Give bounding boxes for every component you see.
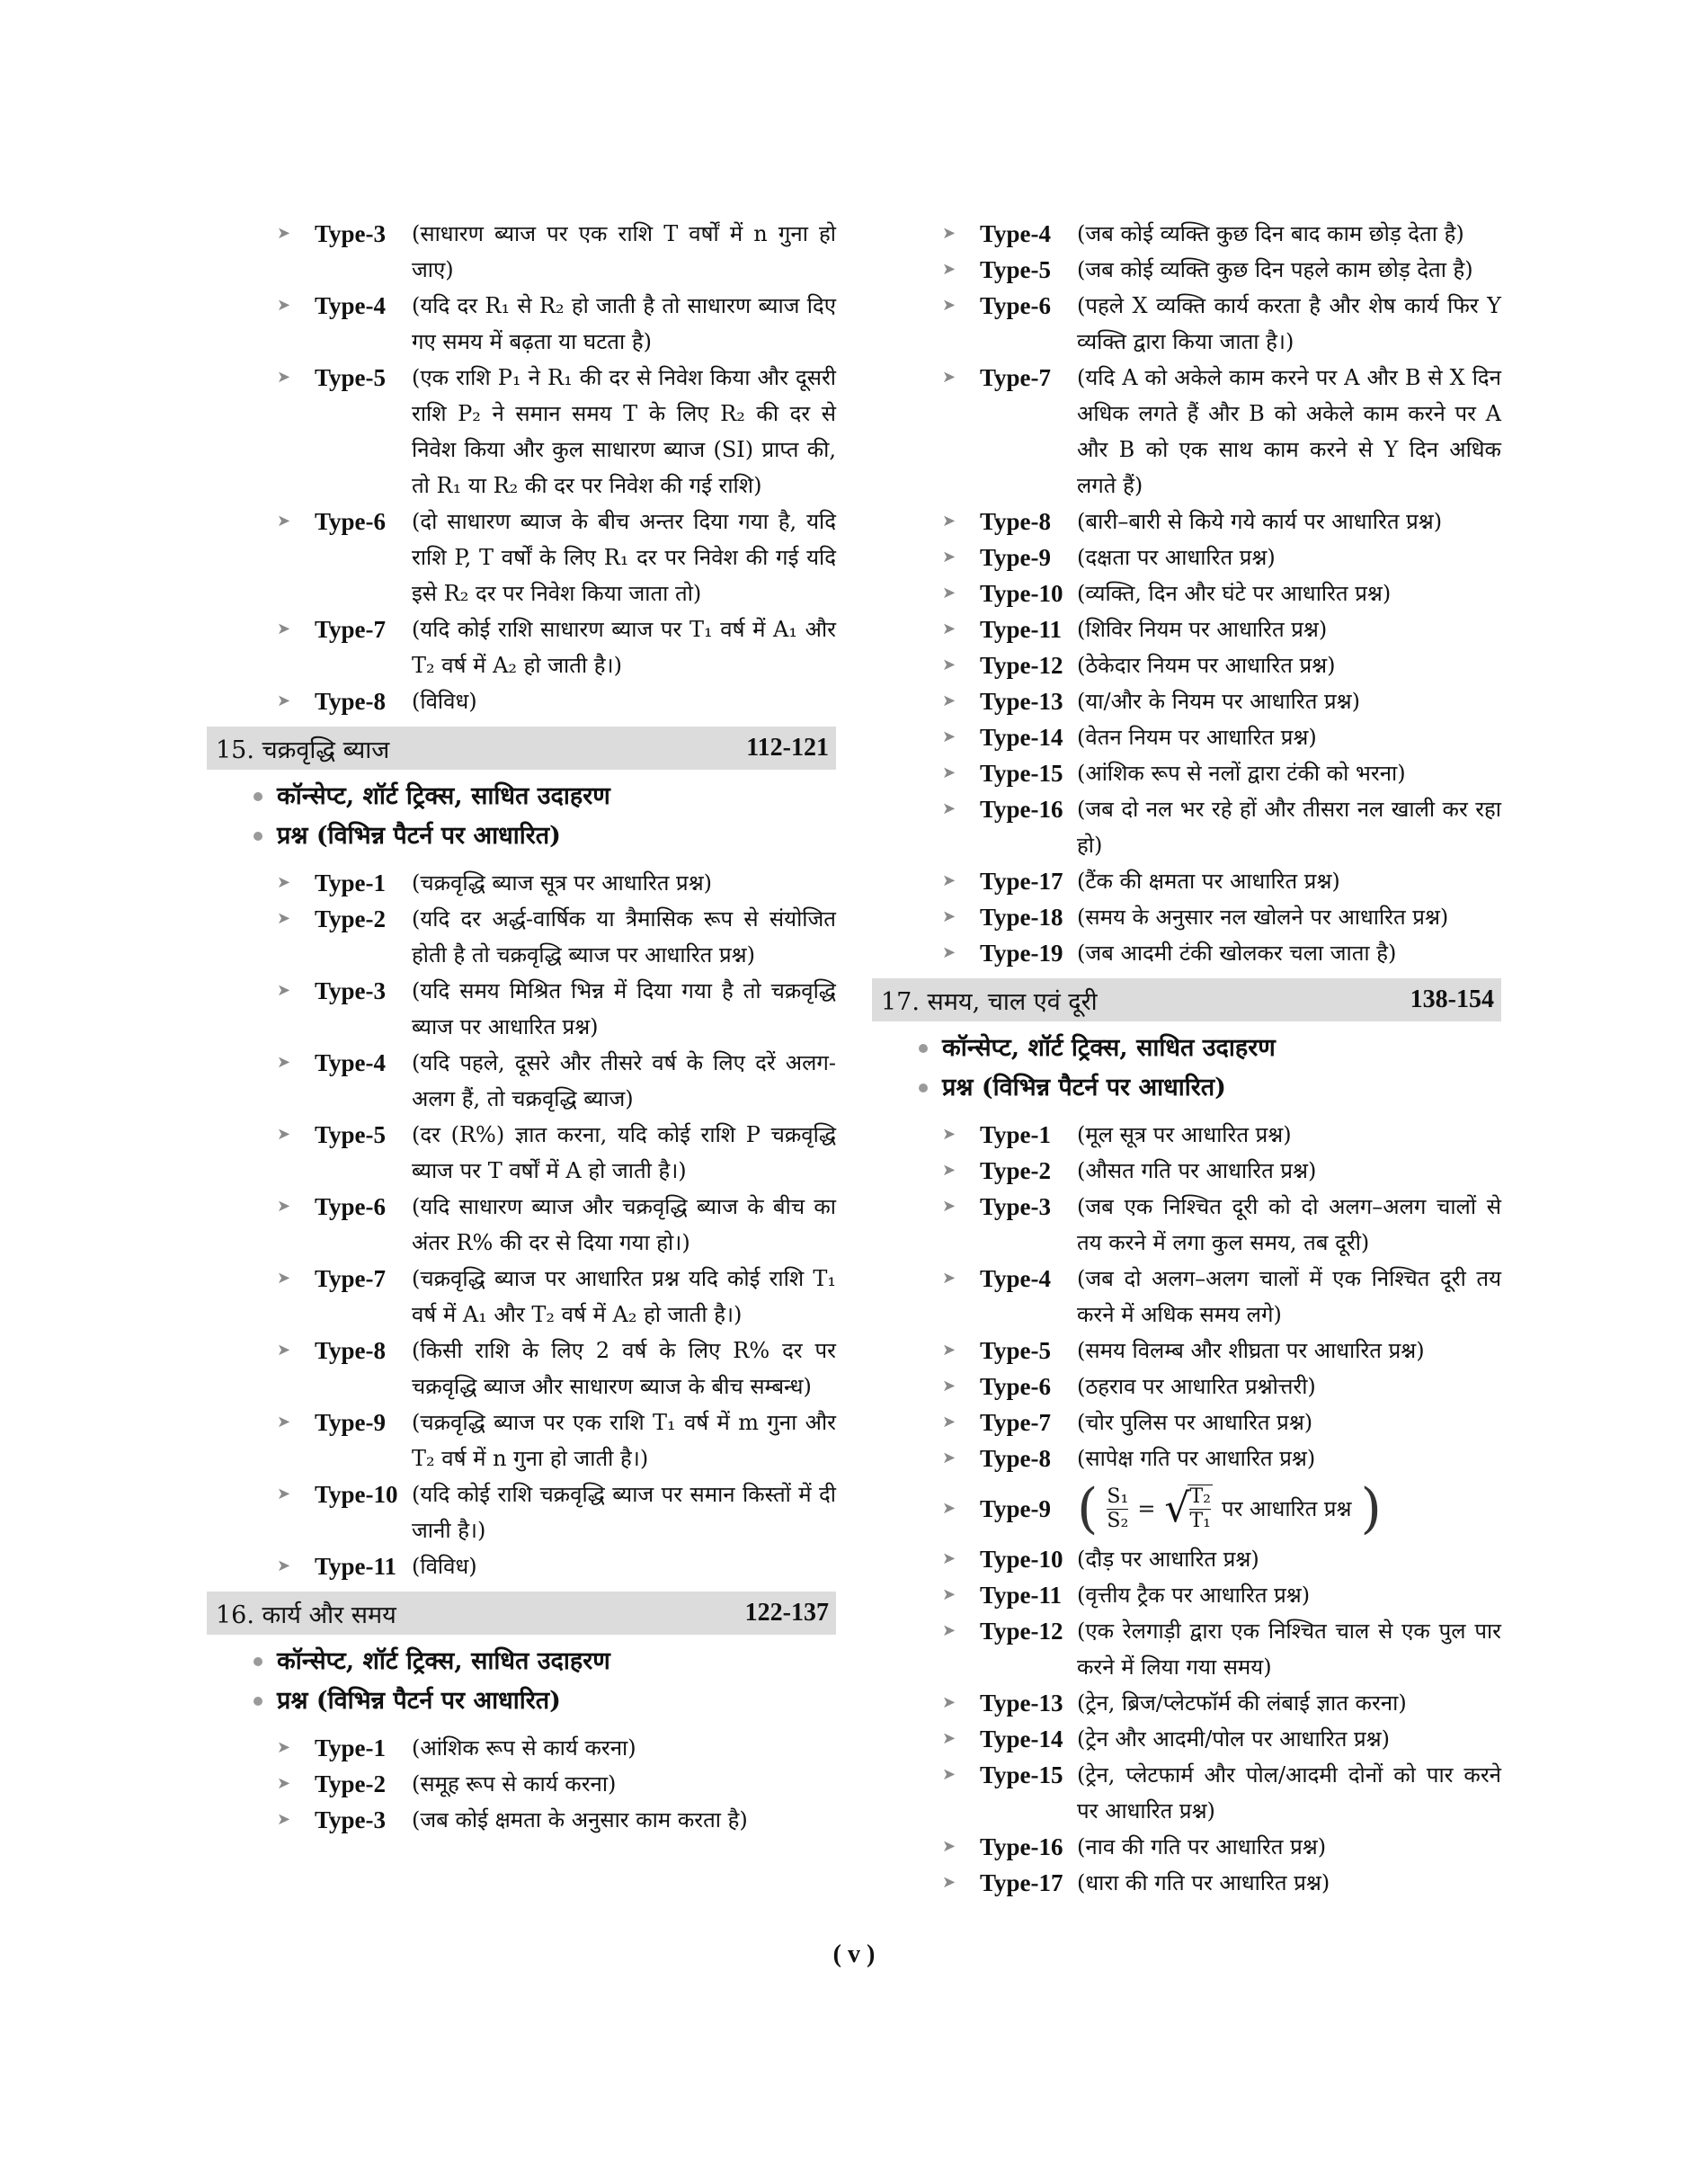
type-item xyxy=(277,611,836,683)
type-label: Type-3 xyxy=(315,1806,386,1833)
type-item xyxy=(942,1613,1501,1685)
type-description: (चोर पुलिस पर आधारित प्रश्न) xyxy=(1077,1410,1313,1435)
arrow-bullet-icon: ➤ xyxy=(942,691,956,710)
section-15-header xyxy=(207,727,836,770)
type-description: (जब कोई व्यक्ति कुछ दिन बाद काम छोड़ देता है) xyxy=(1077,221,1464,246)
bullet-dot-icon xyxy=(254,1697,262,1706)
arrow-bullet-icon: ➤ xyxy=(942,871,956,890)
type-description: (व्यक्ति, दिन और घंटे पर आधारित प्रश्न) xyxy=(1077,581,1392,606)
concept-bullet: कॉन्सेप्ट, शॉर्ट ट्रिक्स, साधित उदाहरण xyxy=(919,1029,1501,1068)
type-description: (पहले X व्यक्ति कार्य करता है और शेष कार्य फिर Y व्यक्ति द्वारा किया जाता है।) xyxy=(1077,293,1501,354)
type-item xyxy=(277,1404,836,1476)
type-label: Type-1 xyxy=(980,1121,1051,1148)
arrow-bullet-icon: ➤ xyxy=(942,296,956,315)
type-label: Type-16 xyxy=(980,796,1063,823)
type-label: Type-9 xyxy=(315,1409,386,1436)
type-description: (समय विलम्ब और शीघ्रता पर आधारित प्रश्न) xyxy=(1077,1338,1425,1363)
type-label: Type-12 xyxy=(980,1618,1063,1645)
arrow-bullet-icon: ➤ xyxy=(277,296,291,315)
type-label: Type-4 xyxy=(315,292,386,319)
type-label: Type-5 xyxy=(980,256,1051,283)
type-item xyxy=(277,1189,836,1261)
arrow-bullet-icon: ➤ xyxy=(942,584,956,602)
type-description: (सापेक्ष गति पर आधारित प्रश्न) xyxy=(1077,1446,1316,1471)
arrow-bullet-icon: ➤ xyxy=(942,1585,956,1604)
section-17-header xyxy=(872,978,1501,1021)
type-item xyxy=(942,719,1501,755)
radical-icon: √ xyxy=(1164,1485,1190,1531)
arrow-bullet-icon: ➤ xyxy=(942,260,956,279)
type-label: Type-6 xyxy=(980,1373,1051,1400)
arrow-bullet-icon: ➤ xyxy=(942,1449,956,1467)
type-label: Type-4 xyxy=(980,1265,1051,1292)
type-label: Type-3 xyxy=(315,977,386,1004)
arrow-bullet-icon: ➤ xyxy=(277,1341,291,1360)
type-item xyxy=(277,865,836,901)
section-title: 15. चक्रवृद्धि ब्याज xyxy=(216,736,390,764)
arrow-bullet-icon: ➤ xyxy=(942,943,956,962)
type-description: (दर (R%) ज्ञात करना, यदि कोई राशि P चक्रवृद्धि ब्याज पर T वर्षों में A हो जाती है।) xyxy=(412,1122,836,1183)
type-label: Type-10 xyxy=(980,580,1063,607)
questions-bullet: प्रश्न (विभिन्न पैटर्न पर आधारित) xyxy=(254,816,836,856)
type-item xyxy=(942,1153,1501,1189)
arrow-bullet-icon: ➤ xyxy=(942,1549,956,1568)
arrow-bullet-icon: ➤ xyxy=(277,1774,291,1793)
arrow-bullet-icon: ➤ xyxy=(942,727,956,746)
arrow-bullet-icon: ➤ xyxy=(942,763,956,782)
type-description: (वेतन नियम पर आधारित प्रश्न) xyxy=(1077,725,1317,750)
type-description: (यदि कोई राशि चक्रवृद्धि ब्याज पर समान किस्तों में दी जानी है।) xyxy=(412,1482,836,1543)
type-label: Type-17 xyxy=(980,1869,1063,1896)
left-column xyxy=(207,216,836,1838)
section-pages: 138-154 xyxy=(1410,985,1494,1013)
type-label: Type-15 xyxy=(980,1761,1063,1788)
arrow-bullet-icon: ➤ xyxy=(942,1765,956,1784)
square-root: √ $\frac{\text{T₂}}{\text{T₁}}$ xyxy=(1164,1485,1211,1532)
right-paren-icon: ) xyxy=(1360,1477,1382,1540)
arrow-bullet-icon: ➤ xyxy=(277,512,291,531)
arrow-bullet-icon: ➤ xyxy=(942,368,956,387)
type-label: Type-13 xyxy=(980,1690,1063,1717)
type-item xyxy=(942,1829,1501,1865)
type-description: (मूल सूत्र पर आधारित प्रश्न) xyxy=(1077,1122,1292,1147)
type-description: (चक्रवृद्धि ब्याज सूत्र पर आधारित प्रश्न) xyxy=(412,870,713,896)
type-description: (यदि पहले, दूसरे और तीसरे वर्ष के लिए दरें अलग-अलग हैं, तो चक्रवृद्धि ब्याज) xyxy=(412,1050,836,1111)
type-label: Type-11 xyxy=(315,1553,397,1580)
bullet-dot-icon xyxy=(254,792,262,801)
type-item xyxy=(277,901,836,973)
type-label: Type-15 xyxy=(980,760,1063,787)
left-paren-icon: ( xyxy=(1077,1477,1099,1540)
type-label: Type-14 xyxy=(980,1726,1063,1752)
type-label: Type-2 xyxy=(315,1770,386,1797)
type-description: (ठेकेदार नियम पर आधारित प्रश्न) xyxy=(1077,653,1336,678)
type-description: (जब दो नल भर रहे हों और तीसरा नल खाली कर रहा हो) xyxy=(1077,797,1501,858)
type-description: (साधारण ब्याज पर एक राशि T वर्षों में n गुना हो जाए) xyxy=(412,221,836,282)
type-label: Type-19 xyxy=(980,940,1063,967)
arrow-bullet-icon: ➤ xyxy=(942,548,956,566)
type-item xyxy=(942,1369,1501,1404)
type-item xyxy=(277,1333,836,1404)
type-label: Type-7 xyxy=(980,364,1051,391)
type-item xyxy=(942,1865,1501,1901)
type-item xyxy=(277,1730,836,1766)
type-label: Type-9 xyxy=(980,544,1051,571)
page-number: ( v ) xyxy=(832,1940,876,1968)
type-item xyxy=(942,1721,1501,1757)
arrow-bullet-icon: ➤ xyxy=(277,873,291,892)
type-description: (विविध) xyxy=(412,689,477,714)
type-label: Type-8 xyxy=(315,688,386,715)
arrow-bullet-icon: ➤ xyxy=(942,512,956,531)
type-label: Type-8 xyxy=(980,1445,1051,1472)
arrow-bullet-icon: ➤ xyxy=(277,909,291,928)
type-label: Type-10 xyxy=(315,1481,398,1508)
type-label: Type-5 xyxy=(980,1337,1051,1364)
type-label: Type-3 xyxy=(315,220,386,247)
arrow-bullet-icon: ➤ xyxy=(942,1693,956,1712)
type-description: (समय के अनुसार नल खोलने पर आधारित प्रश्न) xyxy=(1077,905,1449,930)
type-description: (समूह रूप से कार्य करना) xyxy=(412,1771,617,1797)
type-description: (जब एक निश्चित दूरी को दो अलग–अलग चालों से तय करने में लगा कुल समय, तब दूरी) xyxy=(1077,1194,1501,1255)
arrow-bullet-icon: ➤ xyxy=(277,1125,291,1144)
arrow-bullet-icon: ➤ xyxy=(942,907,956,926)
arrow-bullet-icon: ➤ xyxy=(277,224,291,243)
section-17-type-list xyxy=(872,1117,1501,1476)
fraction-s1-s2: $\frac{\text{S₁}}{\text{S₂}}$ xyxy=(1107,1485,1129,1532)
type-description: (एक राशि P₁ ने R₁ की दर से निवेश किया और दूसरी राशि P₂ ने समान समय T के लिए R₂ की दर से निवेश किया और कुल साधारण ब्याज (SI) प्राप्त की, तो R₁ या R₂ की दर पर निवेश की गई राशि) xyxy=(412,365,836,498)
type-description: (यदि दर अर्द्ध-वार्षिक या त्रैमासिक रूप से संयोजित होती है तो चक्रवृद्धि ब्याज पर आधारित प्रश्न) xyxy=(412,906,836,968)
type-item xyxy=(942,755,1501,791)
type-description: (या/और के नियम पर आधारित प्रश्न) xyxy=(1077,689,1360,714)
section-14-continued-list xyxy=(207,216,836,719)
bullet-dot-icon xyxy=(254,1657,262,1666)
arrow-bullet-icon: ➤ xyxy=(942,224,956,243)
type-description: (बारी–बारी से किये गये कार्य पर आधारित प्रश्न) xyxy=(1077,509,1443,534)
type-description: (ट्रेन, प्लेटफार्म और पोल/आदमी दोनों को पार करने पर आधारित प्रश्न) xyxy=(1077,1762,1501,1824)
type-label: Type-7 xyxy=(315,1265,386,1292)
type-item xyxy=(942,1541,1501,1577)
type-label: Type-7 xyxy=(980,1409,1051,1436)
section-17-type-list-continued xyxy=(872,1541,1501,1901)
arrow-bullet-icon: ➤ xyxy=(942,620,956,638)
type-description: (दो साधारण ब्याज के बीच अन्तर दिया गया है, यदि राशि P, T वर्षों के लिए R₁ दर पर निवेश की गई यदि इसे R₂ दर पर निवेश किया जाता तो) xyxy=(412,509,836,606)
type-item xyxy=(942,1685,1501,1721)
type-description: (ट्रेन, ब्रिज/प्लेटफॉर्म की लंबाई ज्ञात करना) xyxy=(1077,1690,1407,1716)
type-description: (वृत्तीय ट्रैक पर आधारित प्रश्न) xyxy=(1077,1583,1311,1608)
type-description: (जब दो अलग–अलग चालों में एक निश्चित दूरी तय करने में अधिक समय लगे) xyxy=(1077,1266,1501,1327)
type-label: Type-6 xyxy=(315,508,386,535)
type-label: Type-2 xyxy=(315,905,386,932)
type-description: (विविध) xyxy=(412,1554,477,1579)
type-label: Type-16 xyxy=(980,1833,1063,1860)
type-description: (यदि दर R₁ से R₂ हो जाती है तो साधारण ब्याज दिए गए समय में बढ़ता या घटता है) xyxy=(412,293,836,354)
arrow-bullet-icon: ➤ xyxy=(942,1341,956,1360)
type-item xyxy=(942,360,1501,504)
section-pages: 122-137 xyxy=(744,1599,829,1627)
type-label: Type-17 xyxy=(980,868,1063,895)
section-15-type-list xyxy=(207,865,836,1584)
type-label: Type-9 xyxy=(980,1495,1051,1522)
arrow-bullet-icon: ➤ xyxy=(277,1053,291,1072)
type-item xyxy=(942,683,1501,719)
type-item xyxy=(942,611,1501,647)
type-item xyxy=(942,935,1501,971)
type-label: Type-13 xyxy=(980,688,1063,715)
type-description: (आंशिक रूप से कार्य करना) xyxy=(412,1735,636,1761)
type-item xyxy=(942,504,1501,540)
type-label: Type-6 xyxy=(315,1193,386,1220)
type-item xyxy=(942,791,1501,863)
type-description: (एक रेलगाड़ी द्वारा एक निश्चित चाल से एक पुल पार करने में लिया गया समय) xyxy=(1077,1618,1501,1680)
type-description: (यदि कोई राशि साधारण ब्याज पर T₁ वर्ष में A₁ और T₂ वर्ष में A₂ हो जाती है।) xyxy=(412,617,836,678)
type-label: Type-2 xyxy=(980,1157,1051,1184)
type-label: Type-4 xyxy=(315,1049,386,1076)
type-label: Type-18 xyxy=(980,904,1063,931)
arrow-bullet-icon: ➤ xyxy=(277,691,291,710)
arrow-bullet-icon: ➤ xyxy=(942,1125,956,1144)
type-description: (ठहराव पर आधारित प्रश्नोत्तरी) xyxy=(1077,1374,1316,1399)
type-label: Type-11 xyxy=(980,1582,1063,1609)
type-description: (जब कोई क्षमता के अनुसार काम करता है) xyxy=(412,1807,748,1833)
type-label: Type-6 xyxy=(980,292,1051,319)
bullet-dot-icon xyxy=(919,1044,928,1053)
type-label: Type-8 xyxy=(980,508,1051,535)
section-16-header xyxy=(207,1592,836,1635)
type-item xyxy=(942,1189,1501,1261)
arrow-bullet-icon: ➤ xyxy=(277,1738,291,1757)
arrow-bullet-icon: ➤ xyxy=(942,1837,956,1856)
type-label: Type-10 xyxy=(980,1546,1063,1573)
type-description: (चक्रवृद्धि ब्याज पर आधारित प्रश्न यदि कोई राशि T₁ वर्ष में A₁ और T₂ वर्ष में A₂ हो जाती है।) xyxy=(412,1266,836,1327)
type-item xyxy=(942,252,1501,288)
section-title: 17. समय, चाल एवं दूरी xyxy=(881,987,1098,1016)
arrow-bullet-icon: ➤ xyxy=(942,1269,956,1288)
section-16-type-list xyxy=(207,1730,836,1838)
type-description: (यदि साधारण ब्याज और चक्रवृद्धि ब्याज के बीच का अंतर R% की दर से दिया गया हो।) xyxy=(412,1194,836,1255)
concept-bullet: कॉन्सेप्ट, शॉर्ट ट्रिक्स, साधित उदाहरण xyxy=(254,1642,836,1681)
type-label: Type-3 xyxy=(980,1193,1051,1220)
type-description: (यदि समय मिश्रित भिन्न में दिया गया है तो चक्रवृद्धि ब्याज पर आधारित प्रश्न) xyxy=(412,978,836,1039)
type-item-formula xyxy=(942,1477,1501,1540)
type-item xyxy=(942,216,1501,252)
type-description: (धारा की गति पर आधारित प्रश्न) xyxy=(1077,1870,1330,1895)
type-item xyxy=(277,1802,836,1838)
arrow-bullet-icon: ➤ xyxy=(942,1161,956,1180)
type-item xyxy=(942,1404,1501,1440)
section-16-continued-list xyxy=(872,216,1501,971)
type-item xyxy=(277,1261,836,1333)
questions-bullet: प्रश्न (विभिन्न पैटर्न पर आधारित) xyxy=(254,1681,836,1721)
type-label: Type-12 xyxy=(980,652,1063,679)
type-item xyxy=(942,899,1501,935)
ratio-formula: ( $\frac{\text{S₁}}{\text{S₂}}$ = √ $\frac{\text{T₂}}{\text{T₁}}$ पर आधारित प्रश्न ) xyxy=(1077,1477,1382,1540)
type-item xyxy=(942,288,1501,360)
type-description: (आंशिक रूप से नलों द्वारा टंकी को भरना) xyxy=(1077,761,1406,786)
type-item xyxy=(277,504,836,611)
type-item xyxy=(942,863,1501,899)
type-item xyxy=(277,1045,836,1117)
arrow-bullet-icon: ➤ xyxy=(942,1413,956,1431)
type-item xyxy=(277,360,836,504)
right-column xyxy=(872,216,1501,1901)
type-description: (किसी राशि के लिए 2 वर्ष के लिए R% दर पर चक्रवृद्धि ब्याज और साधारण ब्याज के बीच सम्बन्ध) xyxy=(412,1338,836,1399)
type-label: Type-5 xyxy=(315,364,386,391)
type-description: (जब कोई व्यक्ति कुछ दिन पहले काम छोड़ देता है) xyxy=(1077,257,1473,282)
type-description: (दक्षता पर आधारित प्रश्न) xyxy=(1077,545,1276,570)
type-label: Type-8 xyxy=(315,1337,386,1364)
type-item xyxy=(942,1261,1501,1333)
type-item xyxy=(277,216,836,288)
type-description: (शिविर नियम पर आधारित प्रश्न) xyxy=(1077,617,1328,642)
arrow-bullet-icon: ➤ xyxy=(277,1485,291,1503)
concept-bullet: कॉन्सेप्ट, शॉर्ट ट्रिक्स, साधित उदाहरण xyxy=(254,777,836,816)
type-label: Type-1 xyxy=(315,869,386,896)
arrow-bullet-icon: ➤ xyxy=(942,655,956,674)
arrow-bullet-icon: ➤ xyxy=(277,620,291,638)
arrow-bullet-icon: ➤ xyxy=(277,1556,291,1575)
type-description: (चक्रवृद्धि ब्याज पर एक राशि T₁ वर्ष में m गुना और T₂ वर्ष में n गुना हो जाती है।) xyxy=(412,1410,836,1471)
type-item xyxy=(277,683,836,719)
arrow-bullet-icon: ➤ xyxy=(277,368,291,387)
arrow-bullet-icon: ➤ xyxy=(277,1810,291,1829)
type-description: (नाव की गति पर आधारित प्रश्न) xyxy=(1077,1834,1327,1859)
type-description: (ट्रेन और आदमी/पोल पर आधारित प्रश्न) xyxy=(1077,1726,1390,1752)
bullet-dot-icon xyxy=(254,832,262,841)
type-label: Type-5 xyxy=(315,1121,386,1148)
type-description: (टैंक की क्षमता पर आधारित प्रश्न) xyxy=(1077,869,1340,894)
type-label: Type-4 xyxy=(980,220,1051,247)
arrow-bullet-icon: ➤ xyxy=(277,981,291,1000)
type-item xyxy=(277,1476,836,1548)
type-description: (दौड़ पर आधारित प्रश्न) xyxy=(1077,1547,1259,1572)
section-title: 16. कार्य और समय xyxy=(216,1601,396,1629)
type-item xyxy=(942,1577,1501,1613)
arrow-bullet-icon: ➤ xyxy=(942,1873,956,1892)
type-item xyxy=(277,973,836,1045)
type-item xyxy=(277,1548,836,1584)
type-label: Type-14 xyxy=(980,724,1063,751)
type-label: Type-7 xyxy=(315,616,386,643)
type-item xyxy=(277,288,836,360)
type-item xyxy=(942,647,1501,683)
type-item xyxy=(942,1333,1501,1369)
type-description: (जब आदमी टंकी खोलकर चला जाता है) xyxy=(1077,941,1397,966)
type-description: (औसत गति पर आधारित प्रश्न) xyxy=(1077,1158,1317,1183)
type-item xyxy=(942,575,1501,611)
arrow-bullet-icon: ➤ xyxy=(277,1197,291,1216)
arrow-bullet-icon: ➤ xyxy=(277,1413,291,1431)
type-item xyxy=(277,1117,836,1189)
type-item xyxy=(942,1757,1501,1829)
type-item xyxy=(942,540,1501,575)
type-label: Type-11 xyxy=(980,616,1063,643)
arrow-bullet-icon: ➤ xyxy=(942,1499,956,1518)
section-pages: 112-121 xyxy=(746,734,829,762)
arrow-bullet-icon: ➤ xyxy=(942,1729,956,1748)
type-item xyxy=(942,1440,1501,1476)
type-item xyxy=(942,1117,1501,1153)
type-item xyxy=(277,1766,836,1802)
arrow-bullet-icon: ➤ xyxy=(277,1269,291,1288)
type-label: Type-1 xyxy=(315,1734,386,1761)
arrow-bullet-icon: ➤ xyxy=(942,1621,956,1640)
arrow-bullet-icon: ➤ xyxy=(942,1197,956,1216)
bullet-dot-icon xyxy=(919,1083,928,1092)
arrow-bullet-icon: ➤ xyxy=(942,1377,956,1396)
arrow-bullet-icon: ➤ xyxy=(942,799,956,818)
questions-bullet: प्रश्न (विभिन्न पैटर्न पर आधारित) xyxy=(919,1068,1501,1108)
type-description: (यदि A को अकेले काम करने पर A और B से X दिन अधिक लगते हैं और B को अकेले काम करने पर A और B को एक साथ काम करने से Y दिन अधिक लगते हैं) xyxy=(1077,365,1501,498)
